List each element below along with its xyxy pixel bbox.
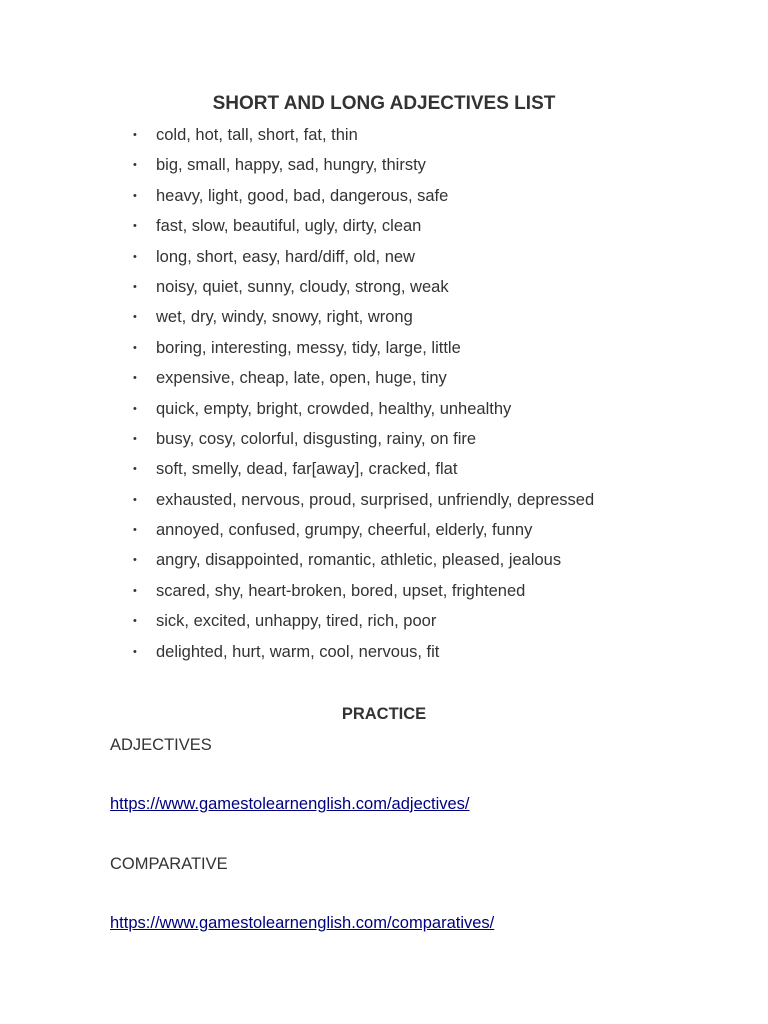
list-item [133,363,594,393]
list-item-text: heavy, light, good, bad, dangerous, safe [156,186,449,205]
list-item-text: fast, slow, beautiful, ugly, dirty, clean [156,217,422,236]
list-item [133,150,594,180]
list-item-text: angry, disappointed, romantic, athletic, pleased, jealous [156,551,562,570]
comparatives-link[interactable]: https://www.gamestolearnenglish.com/comparatives/ [110,914,495,932]
list-item-text: long, short, easy, hard/diff, old, new [156,247,415,266]
list-item [133,211,594,241]
list-item-text: annoyed, confused, grumpy, cheerful, elderly, funny [156,521,533,540]
list-item-text: boring, interesting, messy, tidy, large, little [156,338,461,357]
bullet-icon: • [133,280,137,293]
adjectives-label: ADJECTIVES [110,736,212,754]
bullet-icon: • [133,402,137,415]
bullet-icon: • [133,372,137,385]
list-item [133,272,594,302]
list-item-text: busy, cosy, colorful, disgusting, rainy, on fire [156,429,477,448]
list-item [133,606,594,636]
bullet-icon: • [133,554,137,567]
bullet-icon: • [133,645,137,658]
list-item-text: sick, excited, unhappy, tired, rich, poor [156,612,437,631]
list-item-text: scared, shy, heart-broken, bored, upset, frightened [156,581,526,600]
bullet-icon: • [133,159,137,172]
list-item [133,302,594,332]
list-item-text: delighted, hurt, warm, cool, nervous, fit [156,642,440,661]
list-item [133,637,594,667]
bullet-icon: • [133,341,137,354]
bullet-icon: • [133,463,137,476]
list-item-text: quick, empty, bright, crowded, healthy, unhealthy [156,399,512,418]
bullet-icon: • [133,189,137,202]
list-item-text: noisy, quiet, sunny, cloudy, strong, weak [156,277,449,296]
list-item-text: expensive, cheap, late, open, huge, tiny [156,369,447,388]
list-item-text: exhausted, nervous, proud, surprised, unfriendly, depressed [156,490,595,509]
adjective-list [133,120,595,667]
list-item [133,454,594,484]
list-item-text: soft, smelly, dead, far[away], cracked, flat [156,460,458,479]
bullet-icon: • [133,493,137,506]
bullet-icon: • [133,250,137,263]
list-item-text: cold, hot, tall, short, fat, thin [156,126,358,144]
bullet-icon: • [133,584,137,597]
list-item [133,394,594,424]
list-item [133,576,594,606]
list-item [133,545,594,575]
comparative-label: COMPARATIVE [110,855,228,873]
bullet-icon: • [133,524,137,537]
practice-heading: PRACTICE [341,705,427,723]
list-item-text: wet, dry, windy, snowy, right, wrong [156,308,413,327]
bullet-icon: • [133,432,137,445]
bullet-icon: • [133,220,137,233]
list-item-text: big, small, happy, sad, hungry, thirsty [156,156,426,175]
document-title: SHORT AND LONG ADJECTIVES LIST [212,93,556,114]
list-item [133,485,595,515]
list-item [133,515,594,545]
adjectives-link[interactable]: https://www.gamestolearnenglish.com/adjectives/ [110,795,470,813]
bullet-icon: • [133,311,137,324]
bullet-icon: • [133,615,137,628]
list-item [133,424,594,454]
list-item [133,242,594,272]
list-item [133,181,594,211]
list-item [133,333,594,363]
list-item [133,120,594,150]
bullet-icon: • [133,129,137,141]
